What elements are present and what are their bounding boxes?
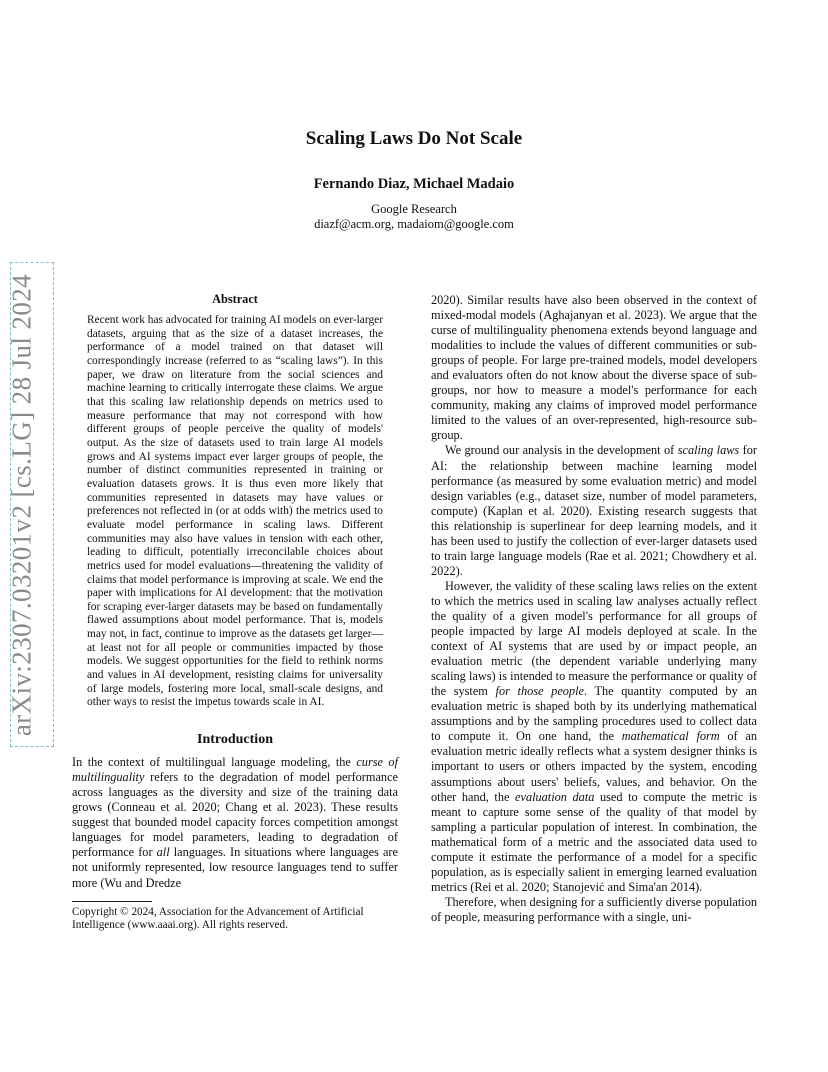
intro-text-b: refers to the degradation of model performance across languages as the diversity and size of the training data grows (Conneau et al. 2020; Chang et al. 2023). These results suggest that bounded model capacity forces competition amongst languages for model parameters, leading to degradation of performance for [72, 770, 398, 860]
p2-text-a: We ground our analysis in the development of [445, 443, 678, 458]
right-paragraph-2 [431, 443, 757, 578]
footnote-rule [72, 901, 152, 902]
intro-text-a: In the context of multilingual language modeling, the [72, 755, 357, 770]
abstract-text: Recent work has advocated for training AI models on ever-larger datasets, arguing that as the size of a dataset increases, the performance of a model trained on that dataset will correspondingly increase (referred to as “scaling laws”). In this paper, we draw on literature from the social sciences and machine learning to critically interrogate these claims. We argue that this scaling law relationship depends on metrics used to measure performance that may not correspond with how different groups of people perceive the quality of models' output. As the size of datasets used to train large AI models grows and AI systems impact ever larger groups of people, the number of distinct communities represented in training or evaluation datasets grows. It is thus even more likely that communities represented in datasets may have values or preferences not reflected in (or at odds with) the metrics used to evaluate model performance in scaling laws. Different communities may also have values in tension with each other, leading to difficult, potentially irreconcilable choices about metrics used for model evaluations—threatening the validity of claims that model performance is improving at scale. We end the paper with implications for AI development: that the motivation for scraping ever-larger datasets may be based on fundamentally flawed assumptions about model performance. That is, models may not, in fact, continue to improve as the datasets get larger—at least not for all people or communities impacted by those models. We suggest opportunities for the field to rethink norms and values in AI development, resisting claims for universality of large models, fostering more local, small-scale designs, and other ways to resist the impetus towards scale in AI. [87, 314, 383, 709]
right-paragraph-3 [431, 579, 757, 895]
arxiv-stamp: arXiv:2307.03201v2 [cs.LG] 28 Jul 2024 [6, 273, 37, 737]
paper-authors: Fernando Diaz, Michael Madaio [313, 176, 515, 192]
p3-text-a: However, the validity of these scaling laws relies on the extent to which the metrics used in scaling law analyses actually reflect the quality of a given model's performance for all groups of people impacted by large AI models deployed at scale. In the context of AI systems that are used by or impact people, an evaluation metric (the dependent variable underlying many scaling laws) is intended to measure the performance or quality of the system [431, 578, 757, 699]
author-emails: diazf@acm.org, madaiom@google.com [314, 217, 514, 231]
p2-emphasis-scaling-laws: scaling laws [677, 443, 740, 458]
intro-emphasis-curse: curse of multilinguality [72, 755, 398, 785]
right-paragraph-4: Therefore, when designing for a sufficiently diverse population of people, measuring performance with a single, uni- [431, 894, 757, 924]
p3-emphasis-evaluation-data: evaluation data [515, 789, 595, 804]
intro-emphasis-all: all [156, 845, 170, 860]
p2-text-b: for AI: the relationship between machine learning model performance (as measured by some evaluation metric) and model design variables (e.g., dataset size, number of model parameters, compute) (Kaplan et al. 2020). Existing research suggests that this relationship is superlinear for deep learning models, and it has been used to justify the collection of ever-larger datasets used to train large language models (Rae et al. 2021; Chowdhery et al. 2022). [431, 443, 757, 578]
intro-paragraph-1 [72, 755, 398, 890]
p3-emphasis-people: for those people [495, 684, 584, 699]
p3-text-c: of an evaluation metric ideally reflects what a system designer thinks is important to users or others impacted by the system, encoding assumptions about users' beliefs, values, and behavior. On the other hand, the [431, 729, 757, 804]
paper-title: Scaling Laws Do Not Scale [305, 128, 523, 149]
right-column [431, 293, 757, 925]
copyright-footnote: Copyright © 2024, Association for the Advancement of Artificial Intelligence (www.aaai.org). All rights reserved. [72, 905, 364, 931]
p3-text-b: . The quantity computed by an evaluation metric is shaped both by its underlying mathematical assumptions and by the sampling procedures used to collect data to compute it. On one hand, the [431, 684, 757, 744]
right-paragraph-1: 2020). Similar results have also been observed in the context of mixed-modal models (Aghajanyan et al. 2023). We argue that the curse of multilinguality phenomena extends beyond language and modalities to include the values of different communities or sub-groups of people. For large pre-trained models, model developers and evaluators often do not know about the diverse space of sub-groups, nor how to measure a model's performance for each community, making any claims of improved model performance limited to the values of an over-represented, high-resource sub-group. [431, 293, 757, 443]
introduction-heading: Introduction [197, 732, 273, 748]
affiliation: Google Research [371, 202, 457, 216]
left-column [72, 292, 398, 932]
p3-text-d: used to compute the metric is meant to capture some sense of the quality of that model by sampling a particular population of interest. In combination, the mathematical form of a metric and the associated data used to compute it estimate the performance of a model for a specific population, as is especially salient in emerging learned evaluation metrics (Rei et al. 2020; Stanojević and Sima'an 2014). [431, 789, 757, 894]
intro-text-c: languages. In situations where languages are not uniformly represented, low resource languages tend to suffer more (Wu and Dredze [72, 845, 398, 890]
p3-emphasis-mathematical-form: mathematical form [621, 729, 720, 744]
affiliation-block [0, 202, 828, 232]
abstract-heading: Abstract [212, 292, 258, 306]
